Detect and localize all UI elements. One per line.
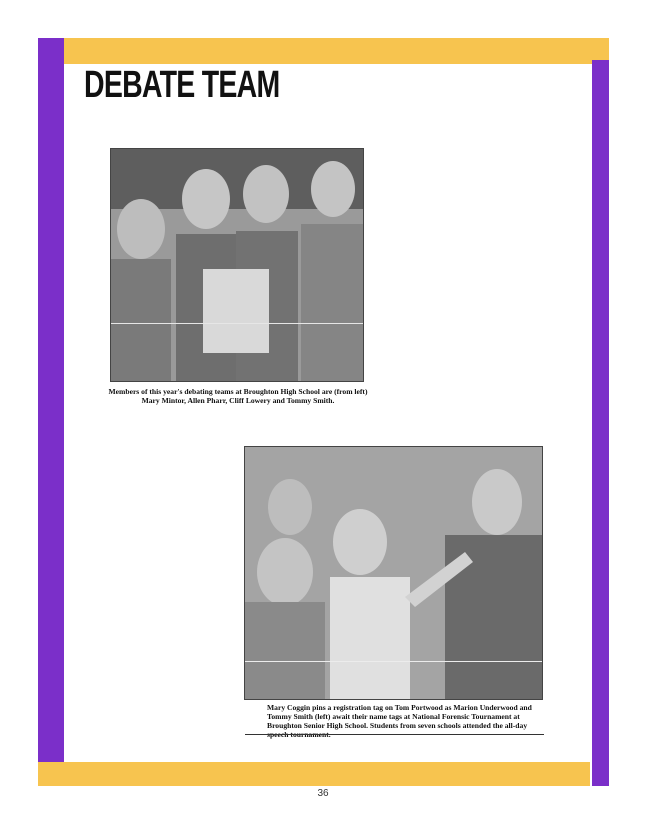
registration-tag-photo bbox=[244, 446, 543, 700]
purple-border-left bbox=[38, 38, 64, 768]
purple-border-right bbox=[592, 60, 609, 786]
registration-photo-illustration bbox=[245, 447, 542, 699]
gold-border-top bbox=[38, 38, 609, 64]
group-photo-caption: Members of this year's debating teams at Broughton High School are (from left) Mary Mintor, Allen Pharr, Cliff Lowery and Tommy Smith. bbox=[108, 387, 368, 405]
page-title: DEBATE TEAM bbox=[84, 64, 280, 106]
debate-team-group-photo bbox=[110, 148, 364, 382]
group-photo-illustration bbox=[111, 149, 363, 381]
caption-divider bbox=[245, 734, 544, 735]
gold-border-bottom bbox=[38, 762, 590, 786]
registration-photo-caption: Mary Coggin pins a registration tag on Tom Portwood as Marion Underwood and Tommy Smith (left) await their name tags at National Forensic Tournament at Broughton Senior High School. Students from seven schools attended the all-day bbox=[267, 703, 532, 730]
page-number: 36 bbox=[317, 788, 329, 799]
